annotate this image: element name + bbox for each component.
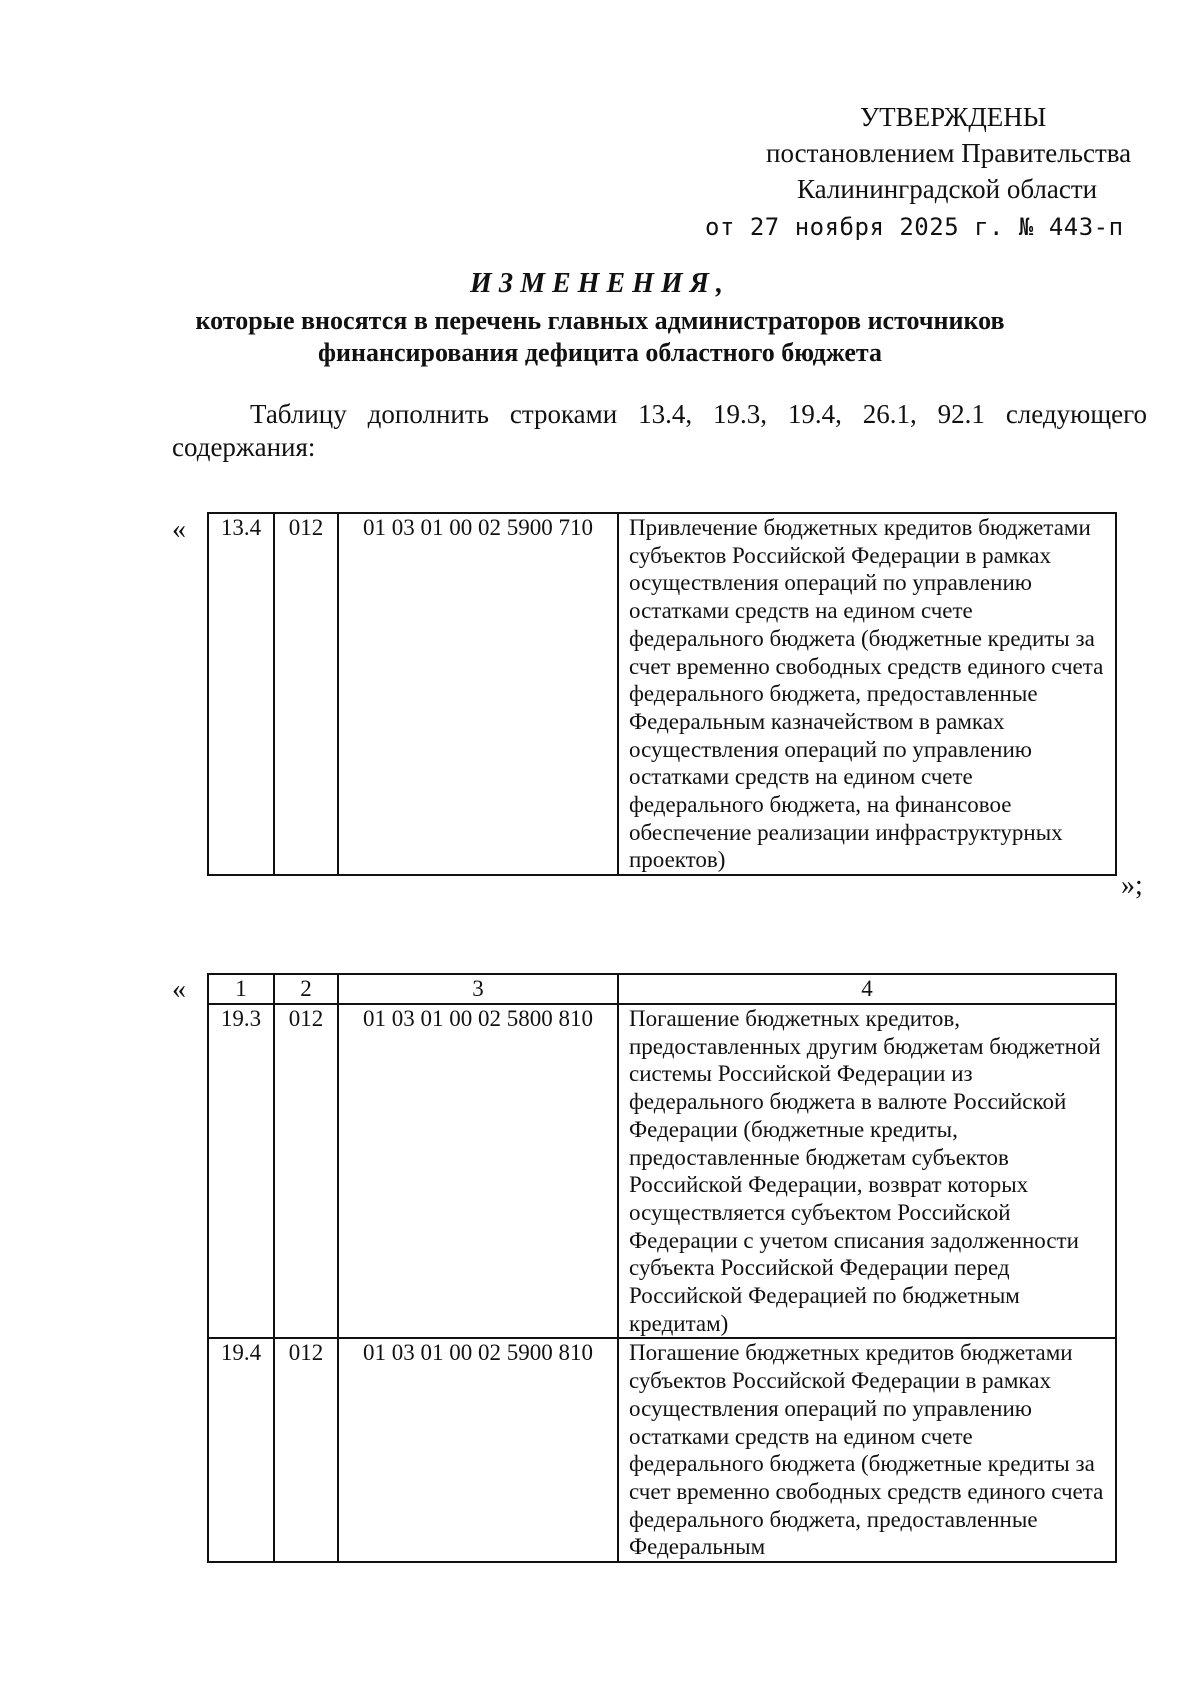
column-header: 1 [208,974,274,1004]
column-header: 2 [274,974,338,1004]
admin-code-cell: 012 [274,513,338,875]
table-header-row [208,974,1116,1004]
row-number-cell: 13.4 [208,513,274,875]
source-code-cell: 01 03 01 00 02 5900 810 [338,1338,618,1562]
amendment-table-2 [207,973,1117,1563]
source-code-cell: 01 03 01 00 02 5900 710 [338,513,618,875]
approval-title: УТВЕРЖДЕНЫ [860,102,1047,132]
source-name-cell: Погашение бюджетных кредитов бюджетами субъектов Российской Федерации в рамках осуществления операций по управлению остатками средств на едином счете федерального бюджета (бюджетные кредиты за счет временно свободных средств единого счета федерального бюджета, предоставленные Федеральным [618,1338,1116,1562]
table-row [208,1004,1116,1338]
source-name-cell: Погашение бюджетных кредитов, предоставленных другим бюджетам бюджетной системы Российской Федерации из федерального бюджета в валюте Российской Федерации (бюджетные кредиты, предоставленные бюджетам субъектов Российской Федерации, возврат которых осуществляется субъектом Российской Федерации с учетом списания задолженности субъекта Российской Федерации перед Российской Федерацией по бюджетным кредитам) [618,1004,1116,1338]
approval-region: Калининградской области [797,174,1098,204]
opening-quote-2: « [172,974,186,1005]
table-row [208,513,1116,875]
approval-date-number: от 27 ноября 2025 г. № 443-п [705,213,1124,241]
table-row [208,1338,1116,1562]
approval-issuer: постановлением Правительства [766,138,1132,168]
intro-paragraph: Таблицу дополнить строками 13.4, 19.3, 19.4, 26.1, 92.1 следующего содержания: [172,399,1147,462]
source-code-cell: 01 03 01 00 02 5800 810 [338,1004,618,1338]
row-number-cell: 19.4 [208,1338,274,1562]
document-subtitle-line1: которые вносятся в перечень главных администраторов источников [195,306,1005,335]
document-subtitle-line2: финансирования дефицита областного бюджета [318,338,882,367]
column-header: 4 [618,974,1116,1004]
column-header: 3 [338,974,618,1004]
document-title: ИЗМЕНЕНИЯ, [470,268,730,299]
admin-code-cell: 012 [274,1004,338,1338]
amendment-table-1 [207,512,1117,876]
admin-code-cell: 012 [274,1338,338,1562]
row-number-cell: 19.3 [208,1004,274,1338]
closing-quote-1: »; [1121,870,1143,901]
opening-quote-1: « [172,514,186,545]
source-name-cell: Привлечение бюджетных кредитов бюджетами субъектов Российской Федерации в рамках осуществления операций по управлению остатками средств на едином счете федерального бюджета (бюджетные кредиты за счет временно свободных средств единого счета федерального бюджета, предоставленные Федеральным казначейством в рамках осуществления операций по управлению остатками средств на едином счете федерального бюджета, на финансовое обеспечение реализации инфраструктурных проектов) [618,513,1116,875]
